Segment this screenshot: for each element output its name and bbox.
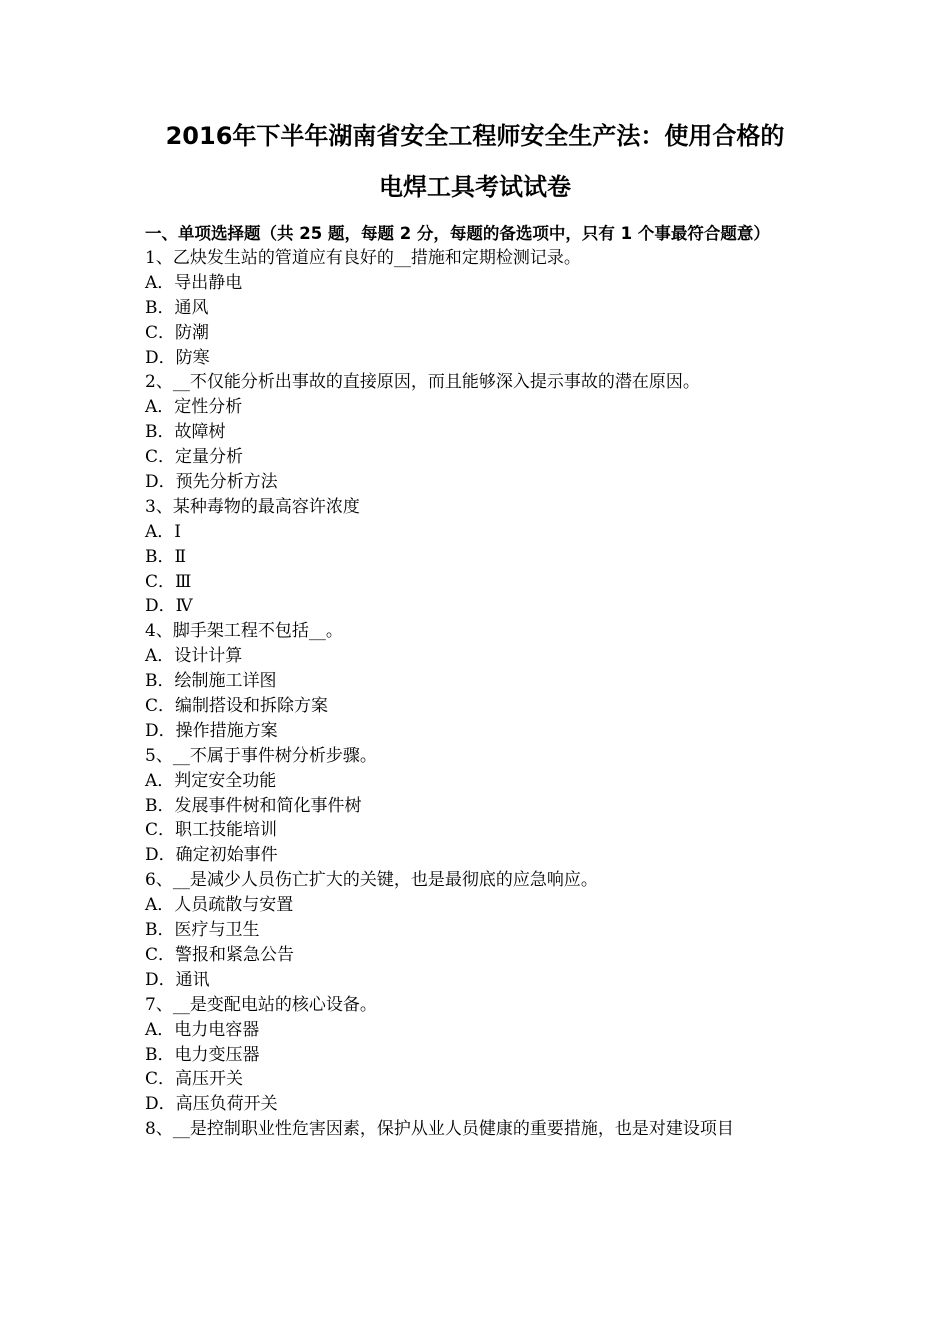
question-option: D．高压负荷开关 [145, 1094, 278, 1115]
question-option: C．防潮 [145, 322, 210, 343]
question-stem: 2、__不仅能分析出事故的直接原因，而且能够深入提示事故的潜在原因。 [145, 372, 700, 393]
question-option: B．故障树 [145, 422, 226, 443]
question-option: B．绘制施工详图 [145, 671, 277, 692]
question-option: A．设计计算 [145, 646, 243, 667]
question-list [145, 246, 810, 1142]
question-item [145, 495, 810, 619]
question-stem: 6、__是减少人员伤亡扩大的关键，也是最彻底的应急响应。 [145, 870, 598, 891]
question-stem: 3、某种毒物的最高容许浓度 [145, 496, 360, 517]
question-option: D．操作措施方案 [145, 720, 278, 741]
section-heading: 一、单项选择题（共 25 题，每题 2 分，每题的备选项中，只有 1 个事最符合题意） [145, 224, 770, 243]
question-option: D．Ⅳ [145, 596, 193, 617]
question-option: A．判定安全功能 [145, 770, 277, 791]
question-item [145, 993, 810, 1117]
question-option: C．Ⅲ [145, 571, 192, 592]
question-option: A．导出静电 [145, 272, 243, 293]
question-option: A．人员疏散与安置 [145, 895, 294, 916]
question-option: B．通风 [145, 297, 209, 318]
question-item [145, 744, 810, 868]
question-option: B．电力变压器 [145, 1044, 260, 1065]
document-title-line-1: 2016年下半年湖南省安全工程师安全生产法：使用合格的 [165, 122, 785, 150]
question-option: D．通讯 [145, 969, 210, 990]
question-option: D．确定初始事件 [145, 845, 278, 866]
question-option: B．医疗与卫生 [145, 920, 260, 941]
question-option: A．定性分析 [145, 397, 243, 418]
question-option: D．防寒 [145, 347, 210, 368]
document-body [145, 221, 810, 1142]
question-item [145, 619, 810, 743]
question-option: C．高压开关 [145, 1069, 244, 1090]
question-stem: 5、__不属于事件树分析步骤。 [145, 745, 377, 766]
question-option: D．预先分析方法 [145, 472, 278, 493]
question-option: A．Ⅰ [145, 521, 181, 542]
question-item [145, 868, 810, 992]
question-option: C．定量分析 [145, 447, 244, 468]
question-option: B．Ⅱ [145, 546, 187, 567]
question-stem: 8、__是控制职业性危害因素，保护从业人员健康的重要措施，也是对建设项目 [145, 1119, 734, 1140]
question-item [145, 370, 810, 494]
document-title-line-2: 电焊工具考试试卷 [379, 173, 571, 201]
question-stem: 4、脚手架工程不包括__。 [145, 621, 343, 642]
question-option: B．发展事件树和简化事件树 [145, 795, 362, 816]
question-option: C．编制搭设和拆除方案 [145, 696, 329, 717]
question-item [145, 1117, 810, 1142]
question-stem: 7、__是变配电站的核心设备。 [145, 994, 377, 1015]
question-stem: 1、乙炔发生站的管道应有良好的__措施和定期检测记录。 [145, 248, 581, 268]
question-option: C．警报和紧急公告 [145, 944, 295, 965]
question-option: C．职工技能培训 [145, 820, 278, 841]
question-item [145, 246, 810, 370]
question-option: A．电力电容器 [145, 1019, 260, 1040]
